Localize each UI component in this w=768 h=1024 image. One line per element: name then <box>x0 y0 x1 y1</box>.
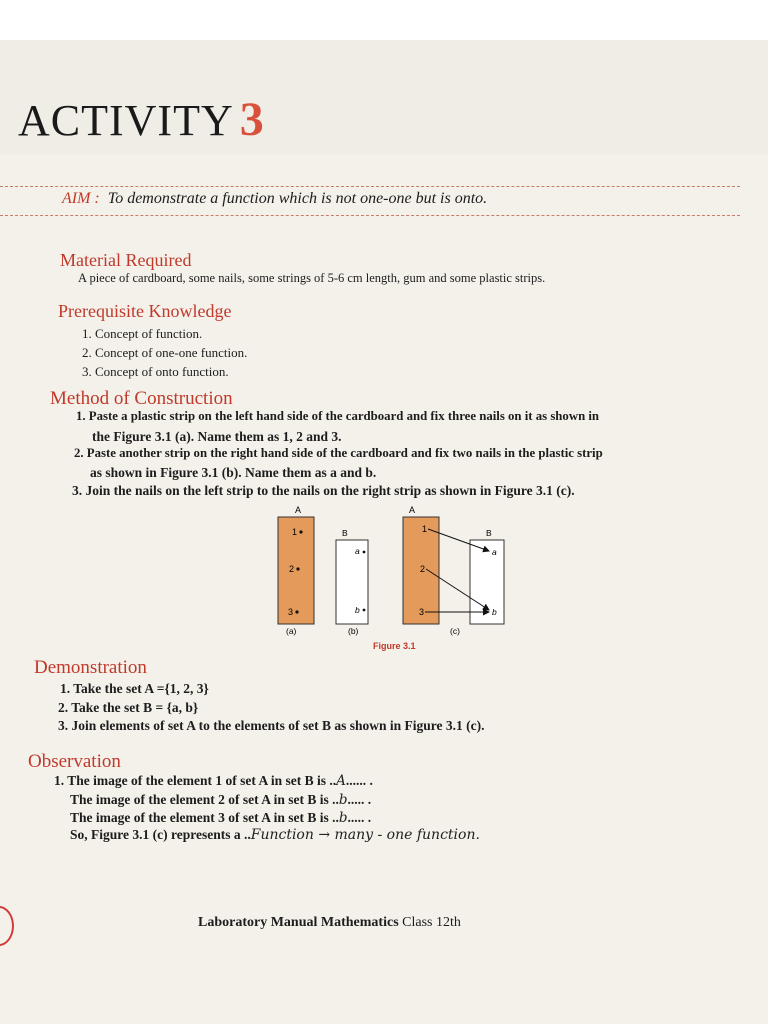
fig-a-nail-2 <box>296 567 299 570</box>
demonstration-item-3: 3. Join elements of set A to the elements of set B as shown in Figure 3.1 (c). <box>58 718 485 733</box>
aim-rule-bottom <box>0 215 740 216</box>
demonstration-heading: Demonstration <box>34 657 147 678</box>
fig-a-set-label: A <box>295 505 302 515</box>
method-step-1-line-1: 1. Paste a plastic strip on the left hand side of the cardboard and fix three nails on it as shown in <box>76 409 600 423</box>
demonstration-item-2: 2. Take the set B = {a, b} <box>58 700 199 715</box>
aim-label: AIM : <box>62 190 100 207</box>
fig-c-node-1: 1 <box>422 524 428 534</box>
observation-heading: Observation <box>28 751 121 772</box>
demonstration-item-1: 1. Take the set A ={1, 2, 3} <box>60 681 209 696</box>
figure-caption: Figure 3.1 <box>373 641 416 651</box>
material-text: A piece of cardboard, some nails, some strings of 5-6 cm length, gum and some plastic strips. <box>78 271 546 285</box>
prerequisite-item-3: 3. Concept of onto function. <box>82 364 229 379</box>
footer-class: Class 12th <box>402 915 461 930</box>
fig-c-sub-label: (c) <box>450 626 460 636</box>
page-footer <box>198 915 461 931</box>
fig-a-node-2: 2 <box>289 564 295 574</box>
fig-c-node-a: a <box>492 547 497 557</box>
fig-a-nail-3 <box>295 610 298 613</box>
prerequisite-item-1: 1. Concept of function. <box>82 326 203 341</box>
observation-line-4 <box>70 827 480 843</box>
fig-c-node-3: 3 <box>419 607 425 617</box>
observation-line-3 <box>70 810 371 826</box>
observation-line-2 <box>70 792 371 808</box>
activity-number: 3 <box>239 93 265 146</box>
activity-word: ACTIVITY <box>18 96 234 145</box>
fig-c-set-b-label: B <box>486 528 492 538</box>
fig-a-node-1: 1 <box>292 527 298 537</box>
observation-line-1 <box>54 773 373 789</box>
method-step-2-line-1: 2. Paste another strip on the right hand side of the cardboard and fix two nails in the plastic strip <box>74 446 603 460</box>
aim-text: To demonstrate a function which is not one-one but is onto. <box>107 190 488 207</box>
observation-line-2-suffix: ..... . <box>347 792 372 807</box>
observation-line-3-suffix: ..... . <box>347 810 372 825</box>
aim-line <box>62 190 487 208</box>
fig-b-nail-a <box>363 551 366 554</box>
observation-line-1-suffix: ...... . <box>345 773 373 788</box>
observation-line-2-answer: b <box>338 792 348 808</box>
method-step-3: 3. Join the nails on the left strip to the nails on the right strip as shown in Figure 3.1 (c). <box>72 483 575 498</box>
method-step-2-line-2: as shown in Figure 3.1 (b). Name them as a and b. <box>90 465 377 480</box>
method-step-1-line-2: the Figure 3.1 (a). Name them as 1, 2 and 3. <box>92 429 342 444</box>
observation-line-4-prefix: So, Figure 3.1 (c) represents a .. <box>70 827 251 842</box>
observation-line-1-answer: A <box>336 773 346 789</box>
fig-b-set-label: B <box>342 528 348 538</box>
fig-c-set-a-label: A <box>409 505 416 515</box>
observation-line-4-answer: Function → many - one function. <box>250 827 480 843</box>
material-heading: Material Required <box>60 250 192 270</box>
fig-c-strip-b <box>470 540 504 624</box>
fig-b-node-b: b <box>355 605 360 615</box>
observation-line-2-prefix: The image of the element 2 of set A in set B is .. <box>70 792 339 807</box>
fig-a-node-3: 3 <box>288 607 294 617</box>
fig-b-node-a: a <box>355 546 360 556</box>
prerequisite-heading: Prerequisite Knowledge <box>58 301 232 321</box>
aim-rule-top <box>0 186 740 187</box>
fig-a-nail-1 <box>299 530 302 533</box>
page-top-margin <box>0 0 768 40</box>
observation-line-3-prefix: The image of the element 3 of set A in set B is .. <box>70 810 339 825</box>
figure-3-1 <box>260 502 510 642</box>
fig-b-sub-label: (b) <box>348 626 359 636</box>
method-heading: Method of Construction <box>50 388 233 409</box>
footer-title: Laboratory Manual Mathematics <box>198 915 399 930</box>
fig-c-node-2: 2 <box>420 564 426 574</box>
activity-title <box>18 92 265 147</box>
observation-line-1-prefix: 1. The image of the element 1 of set A in set B is .. <box>54 773 337 788</box>
prerequisite-item-2: 2. Concept of one-one function. <box>82 345 248 360</box>
fig-c-node-b: b <box>492 607 497 617</box>
observation-line-3-answer: b <box>338 810 348 826</box>
fig-a-sub-label: (a) <box>286 626 297 636</box>
fig-b-nail-b <box>363 609 366 612</box>
